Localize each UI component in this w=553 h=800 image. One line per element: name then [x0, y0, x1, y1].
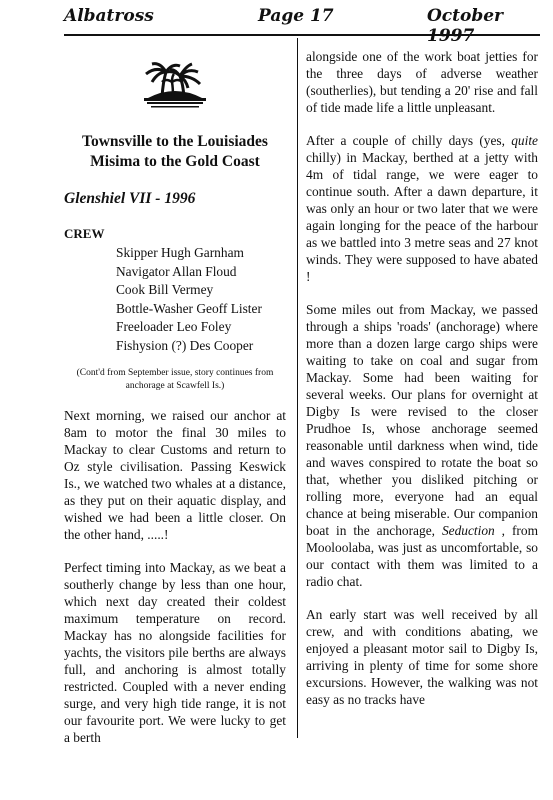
paragraph: Next morning, we raised our anchor at 8am to motor the final 30 miles to Mackay to clear Customs and return to Oz style civilisation. Passing Keswick Is., we watched two whales at a distance, as they put on their aquatic display, and wished we had been a little closer. On the other hand, .....!	[64, 408, 286, 542]
article-subtitle: Glenshiel VII - 1996	[64, 190, 196, 207]
crew-member: Fishysion (?) Des Cooper	[116, 337, 254, 353]
crew-member: Cook Bill Vermey	[116, 282, 214, 297]
crew-member: Bottle-Washer Geoff Lister	[116, 300, 262, 316]
right-column	[306, 48, 538, 708]
paragraph-text: After a couple of chilly days (yes,	[306, 133, 512, 148]
crew-member: Navigator Allan Floud	[116, 263, 237, 279]
boat-name: Seduction	[441, 523, 495, 538]
title-line-2: Misima to the Gold Coast	[90, 153, 260, 170]
paragraph-text: Some miles out from Mackay, we passed through a ships 'roads' (anchorage) where more than a dozen large cargo ships were waiting to take on coal and sugar from Mackay. Some had been waiting for several weeks. Our plans for overnight at Digby Is were revised to the closer Prudhoe Is, whose anchorage seemed reasonable until darkness when wind, tide and waves conspired to rotate the boat so that, whether you disliked pitching or rolling more, everyone had an equal chance at being miserable. Our companion boat in the anchorage,	[306, 302, 538, 538]
title-line-1: Townsville to the Louisiades	[82, 133, 268, 150]
paragraph: alongside one of the work boat jetties for the three days of adverse weather (southerlies), but tending a 20' rise and fall of tide made life a little unpleasant.	[306, 49, 538, 115]
paragraph-text: , from Mooloolaba, was just as uncomfortable, so our contact with them was limited to a radio chat.	[306, 523, 538, 589]
column-divider	[297, 38, 298, 738]
newsletter-name: Albatross	[64, 6, 154, 26]
crew-member: Freeloader Leo Foley	[116, 319, 232, 334]
crew-member: Skipper Hugh Garnham	[116, 245, 244, 260]
issue-date: October 1997	[427, 6, 504, 46]
header-rule	[64, 34, 540, 36]
logo-area	[64, 48, 286, 118]
paragraph: An early start was well received by all crew, and with conditions abating, we enjoyed a pleasant motor sail to Digby Is, arriving in plenty of time for some shore excursions. However, the walking was not easy as no tracks have	[306, 607, 538, 707]
crew-heading: CREW	[64, 226, 105, 241]
crew-list	[116, 244, 286, 355]
continuation-note: (Cont'd from September issue, story continues from anchorage at Scawfell Is.)	[76, 368, 274, 391]
article-title	[64, 132, 286, 172]
paragraph	[306, 301, 538, 590]
palm-trees-island-icon	[142, 60, 208, 110]
page-number: Page 17	[258, 6, 334, 26]
paragraph: Perfect timing into Mackay, as we beat a southerly change by less than one hour, which next day created their coldest maximum temperature on record. Mackay has no alongside facilities for yachts, the visitors pile berths are always full, and anchoring is almost totally restricted. Coupled with a never ending surge, and very high tide range, it is not our favourite port. We were lucky to get a berth	[64, 560, 286, 745]
emphasis-text: quite	[511, 133, 538, 148]
paragraph-text: chilly) in Mackay, berthed at a jetty with 4m of tidal range, we were eager to continue south. After a dawn departure, it was only an hour or two later that we were again longing for the peace of the harbour as we battled into 3 metre seas and 27 knot winds. They were supposed to have abated !	[306, 150, 538, 284]
paragraph	[306, 132, 538, 285]
left-column	[64, 48, 286, 746]
